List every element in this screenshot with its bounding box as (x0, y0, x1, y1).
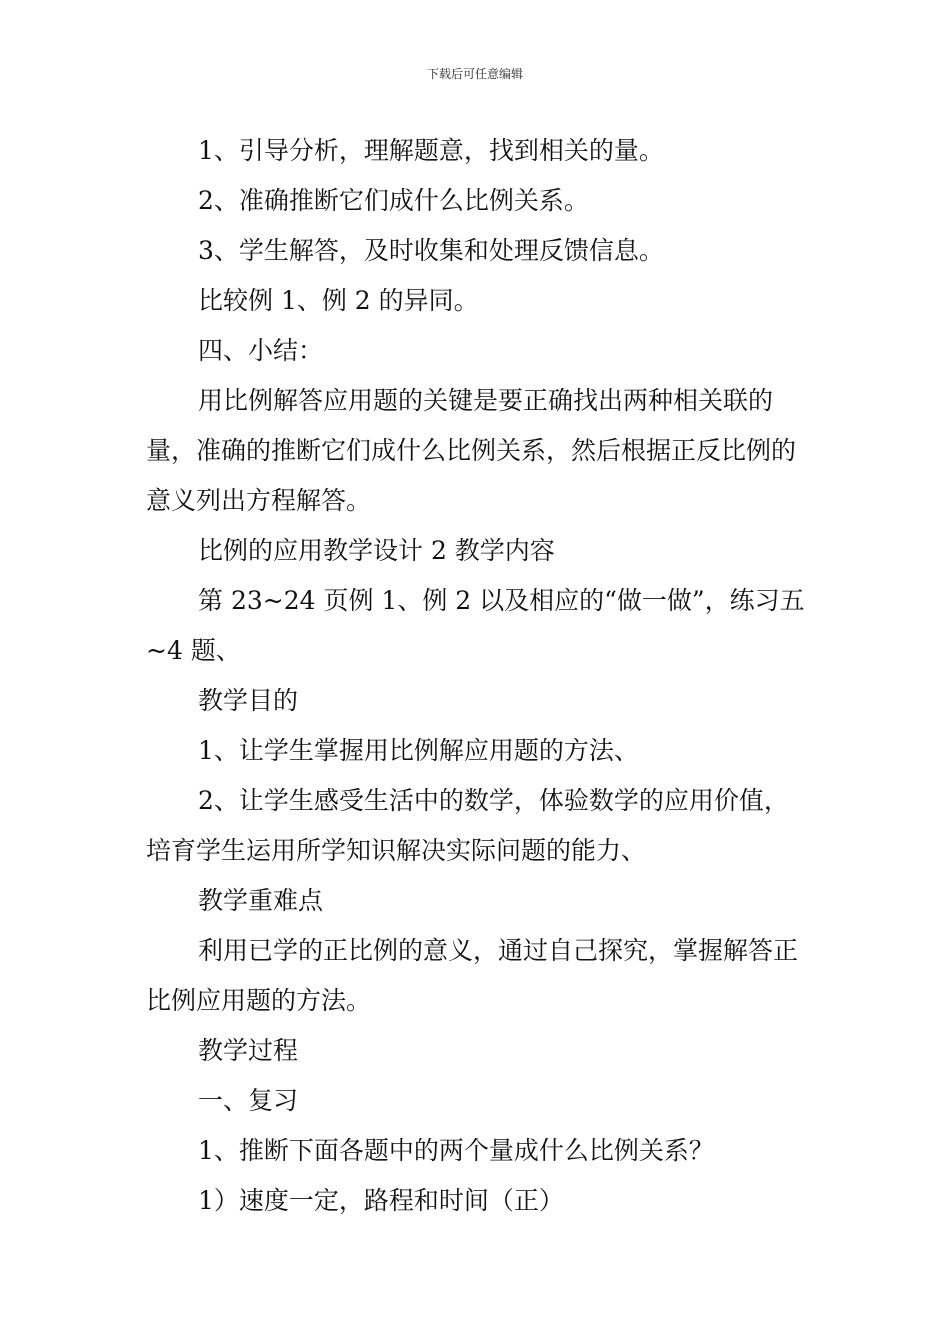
content-paragraph: 第 23~24 页例 1、例 2 以及相应的“做一做”，练习五~4 题、 (146, 586, 805, 665)
compare-paragraph: 比较例 1、例 2 的异同。 (198, 286, 479, 315)
summary-paragraph: 用比例解答应用题的关键是要正确找出两种相关联的量，准确的推断它们成什么比例关系，然后根据正反比例的意义列出方程解答。 (146, 386, 797, 515)
document-body (146, 126, 810, 1226)
review-item-1-paragraph: 1）速度一定，路程和时间（正） (198, 1186, 564, 1215)
process-heading: 教学过程 (198, 1036, 299, 1065)
key-points-paragraph: 利用已学的正比例的意义，通过自己探究，掌握解答正比例应用题的方法。 (146, 936, 799, 1015)
page-header: 下载后可任意编辑 (426, 67, 523, 81)
review-heading: 一、复习 (198, 1086, 299, 1115)
step-2-paragraph: 2、准确推断它们成什么比例关系。 (198, 186, 589, 215)
objective-2-paragraph: 2、让学生感受生活中的数学，体验数学的应用价值，培育学生运用所学知识解决实际问题的能力、 (146, 786, 789, 865)
step-3-paragraph: 3、学生解答，及时收集和处理反馈信息。 (198, 236, 664, 265)
step-1-paragraph: 1、引导分析，理解题意，找到相关的量。 (198, 136, 664, 165)
objective-1-paragraph: 1、让学生掌握用比例解应用题的方法、 (198, 736, 639, 765)
review-question-paragraph: 1、推断下面各题中的两个量成什么比例关系？ (198, 1136, 714, 1165)
objectives-heading: 教学目的 (198, 686, 299, 715)
design-title-paragraph: 比例的应用教学设计 2 教学内容 (198, 536, 555, 565)
summary-heading: 四、小结： (198, 336, 324, 365)
key-points-heading: 教学重难点 (198, 886, 324, 915)
